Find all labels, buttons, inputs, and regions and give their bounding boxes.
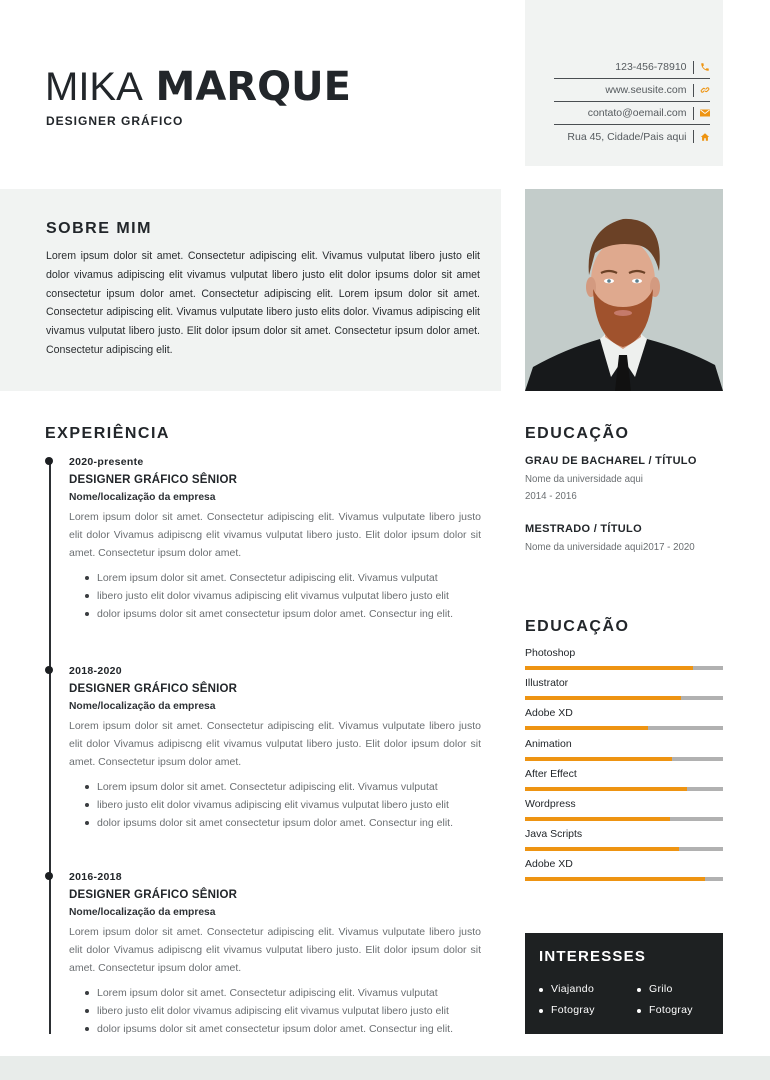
- interests-title: INTERESSES: [539, 948, 647, 965]
- job-bullet: dolor ipsums dolor sit amet consectetur ipsum dolor amet. Consectur ing elit.: [85, 814, 481, 832]
- skill-item: [525, 827, 723, 857]
- contact-website-text: www.seusite.com: [605, 84, 687, 96]
- contact-email-text: contato@oemail.com: [587, 107, 687, 119]
- job-role: DESIGNER GRÁFICO SÊNIOR: [69, 683, 238, 695]
- footer-strip: [0, 1056, 770, 1080]
- experience-item: [69, 455, 481, 623]
- job-bullet: Lorem ipsum dolor sit amet. Consectetur adipiscing elit. Vivamus vulputat: [85, 984, 481, 1002]
- skill-item: [525, 706, 723, 736]
- skill-label: Wordpress: [525, 797, 576, 810]
- job-date: 2018-2020: [69, 665, 122, 677]
- edu-degree: MESTRADO / TÍTULO: [525, 523, 642, 535]
- envelope-icon: [699, 108, 710, 119]
- skill-fill: [525, 696, 681, 700]
- timeline-dot: [45, 872, 53, 880]
- skill-label: Adobe XD: [525, 858, 573, 871]
- job-company: Nome/localização da empresa: [69, 907, 216, 918]
- skill-label: Photoshop: [525, 647, 576, 659]
- skill-bar: [525, 696, 723, 700]
- interest-item: Viajando: [539, 981, 637, 998]
- timeline-dot: [45, 666, 53, 674]
- contact-phone[interactable]: [554, 56, 710, 79]
- experience-item: [69, 664, 481, 832]
- contact-phone-text: 123-456-78910: [615, 61, 687, 73]
- about-title: SOBRE MIM: [46, 220, 152, 237]
- job-bullets: [69, 984, 481, 1038]
- last-name: MARQUE: [155, 64, 351, 110]
- skill-bar: [525, 877, 723, 881]
- skill-label: Java Scripts: [525, 828, 583, 841]
- job-bullet: libero justo elit dolor vivamus adipiscing elit vivamus vulputat libero justo elit: [85, 796, 481, 814]
- skill-fill: [525, 847, 679, 851]
- skill-label: Illustrator: [525, 677, 569, 690]
- first-name: MIKA: [45, 65, 143, 109]
- profile-photo: [525, 189, 723, 391]
- about-text: Lorem ipsum dolor sit amet. Consectetur adipiscing elit. Vivamus vulputat libero justo elit dolor vivamus adipiscing elit vivamus vulputat libero justo elit dolor ipsums dolor sit amet consectetur ipsum dolor amet. Consectetur adipiscing elit. Lorem ipsum dolor sit amet. Consectetur adipiscing elit. Vivamus vulputate libero justo elits dolor. Vivamus adipiscing elit vivamus vulputat libero justo. Elit dolor ipsum dolor sit amet. Consectetur ipsum dolor amet. Consectetur adipiscing elit.: [46, 250, 480, 356]
- skill-label: Animation: [525, 737, 572, 750]
- job-description: Lorem ipsum dolor sit amet. Consectetur adipiscing elit. Vivamus vulputate libero justo elit dolor Vivamus adipiscng elit vivamus vulputat libero justo. Elit dolor ipsum dolor sit amet. Consectetur ipsum dolor amet.: [69, 511, 481, 559]
- skill-item: [525, 797, 723, 827]
- home-icon: [699, 131, 710, 142]
- interest-item: Fotogray: [637, 1002, 719, 1019]
- skill-fill: [525, 757, 672, 761]
- job-bullet: libero justo elit dolor vivamus adipiscing elit vivamus vulputat libero justo elit: [85, 1002, 481, 1020]
- job-bullet: libero justo elit dolor vivamus adipiscing elit vivamus vulputat libero justo elit: [85, 587, 481, 605]
- full-name: [45, 64, 351, 110]
- separator: [693, 84, 695, 97]
- job-description: Lorem ipsum dolor sit amet. Consectetur adipiscing elit. Vivamus vulputate libero justo elit dolor Vivamus adipiscng elit vivamus vulputat libero justo. Elit dolor ipsum dolor sit amet. Consectetur ipsum dolor amet.: [69, 926, 481, 974]
- edu-degree: GRAU DE BACHAREL / TÍTULO: [525, 455, 697, 467]
- job-bullet: dolor ipsums dolor sit amet consectetur ipsum dolor amet. Consectur ing elit.: [85, 605, 481, 623]
- job-bullet: Lorem ipsum dolor sit amet. Consectetur adipiscing elit. Vivamus vulputat: [85, 569, 481, 587]
- skills-list: [525, 646, 723, 888]
- skill-fill: [525, 817, 670, 821]
- skill-bar: [525, 666, 723, 670]
- job-description: Lorem ipsum dolor sit amet. Consectetur adipiscing elit. Vivamus vulputate libero justo elit dolor Vivamus adipiscng elit vivamus vulputat libero justo. Elit dolor ipsum dolor sit amet. Consectetur ipsum dolor amet.: [69, 720, 481, 768]
- interest-item: Grilo: [637, 981, 719, 998]
- skill-bar: [525, 757, 723, 761]
- skill-fill: [525, 877, 705, 881]
- skill-fill: [525, 726, 648, 730]
- education-item: [525, 522, 725, 556]
- skill-fill: [525, 787, 687, 791]
- skill-item: [525, 737, 723, 767]
- edu-university: Nome da universidade aqui2017 - 2020: [525, 542, 695, 553]
- edu-university: Nome da universidade aqui: [525, 474, 643, 485]
- edu-years: 2014 - 2016: [525, 491, 577, 502]
- job-bullets: [69, 778, 481, 832]
- skill-item: [525, 676, 723, 706]
- interests-panel: [525, 933, 723, 1034]
- job-company: Nome/localização da empresa: [69, 701, 216, 712]
- skill-bar: [525, 847, 723, 851]
- timeline-line: [49, 462, 51, 1034]
- experience-title: EXPERIÊNCIA: [45, 425, 170, 442]
- job-role: DESIGNER GRÁFICO SÊNIOR: [69, 889, 238, 901]
- skill-label: Adobe XD: [525, 707, 573, 720]
- interests-list: [539, 981, 719, 1019]
- job-bullet: Lorem ipsum dolor sit amet. Consectetur adipiscing elit. Vivamus vulputat: [85, 778, 481, 796]
- contact-list: [554, 56, 710, 148]
- skill-label: After Effect: [525, 767, 577, 780]
- education-item: [525, 454, 725, 505]
- job-bullets: [69, 569, 481, 623]
- job-role: DESIGNER GRÁFICO SÊNIOR: [69, 474, 238, 486]
- job-title: DESIGNER GRÁFICO: [46, 114, 184, 128]
- interest-item: Fotogray: [539, 1002, 637, 1019]
- contact-website[interactable]: [554, 79, 710, 102]
- skill-item: [525, 767, 723, 797]
- skill-fill: [525, 666, 693, 670]
- contact-panel: [525, 0, 723, 166]
- job-company: Nome/localização da empresa: [69, 492, 216, 503]
- phone-icon: [699, 62, 710, 73]
- skill-item: [525, 857, 723, 887]
- education-title: EDUCAÇÃO: [525, 425, 630, 442]
- contact-address-text: Rua 45, Cidade/Pais aqui: [567, 130, 687, 143]
- job-date: 2020-presente: [69, 456, 144, 468]
- skills-title: EDUCAÇÃO: [525, 618, 630, 635]
- contact-email[interactable]: [554, 102, 710, 125]
- contact-address: [554, 125, 710, 148]
- skill-bar: [525, 817, 723, 821]
- link-icon: [699, 85, 710, 96]
- skill-item: [525, 646, 723, 676]
- separator: [693, 107, 695, 120]
- separator: [693, 61, 695, 74]
- separator: [693, 130, 695, 143]
- experience-item: [69, 870, 481, 1038]
- timeline-dot: [45, 457, 53, 465]
- job-date: 2016-2018: [69, 871, 122, 883]
- skill-bar: [525, 726, 723, 730]
- skill-bar: [525, 787, 723, 791]
- job-bullet: dolor ipsums dolor sit amet consectetur ipsum dolor amet. Consectur ing elit.: [85, 1020, 481, 1038]
